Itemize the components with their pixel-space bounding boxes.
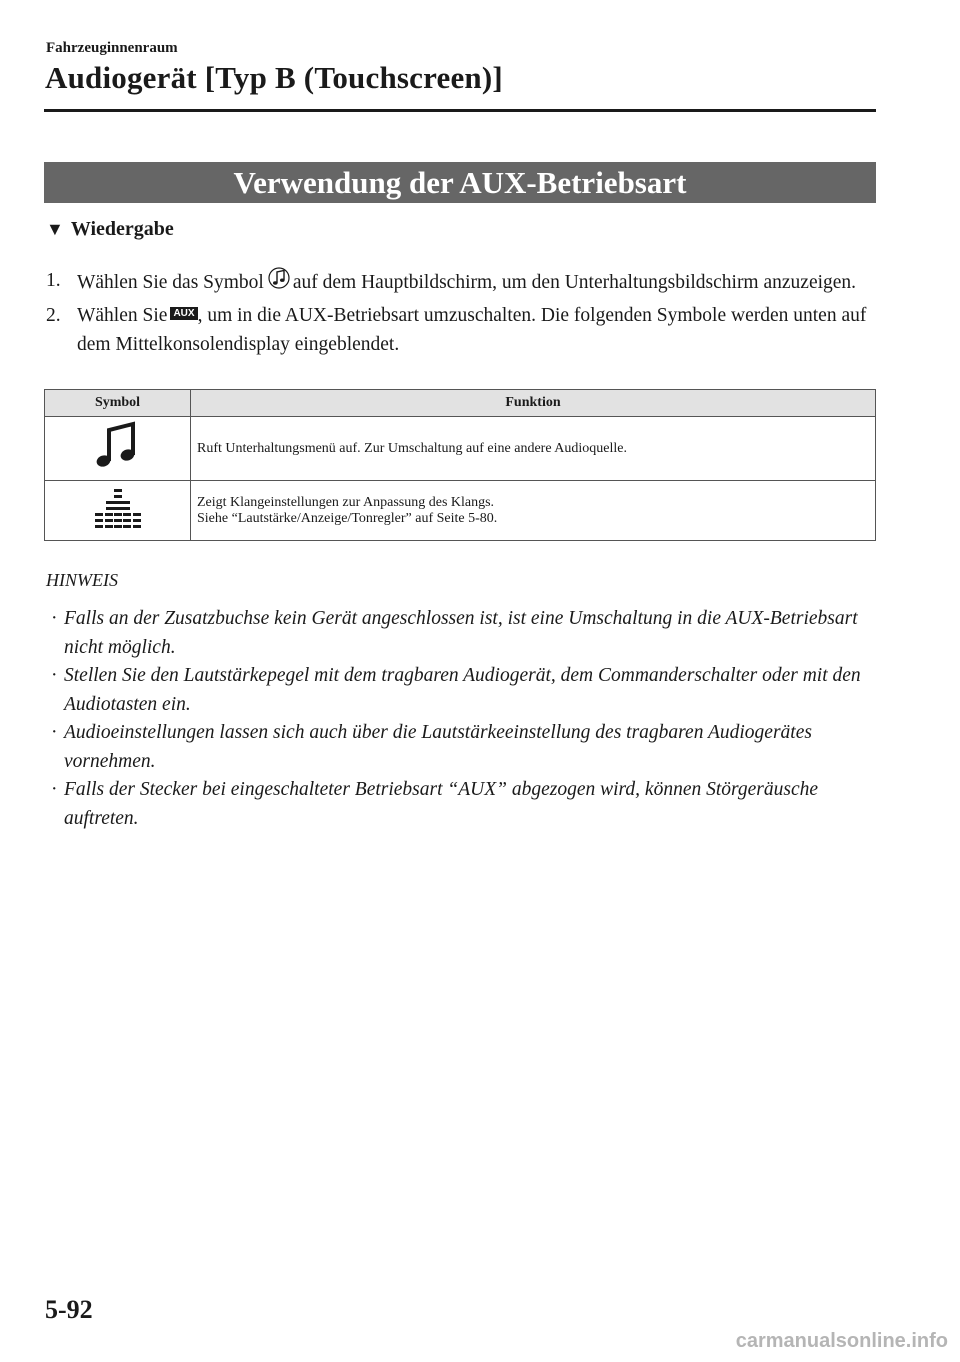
step-text-after: auf dem Hauptbildschirm, um den Unterhaltungsbildschirm anzuzeigen.: [292, 272, 857, 293]
music-note-icon: [268, 266, 290, 301]
header-symbol: Symbol: [45, 390, 191, 417]
note-item: [46, 662, 876, 719]
aux-badge: AUX: [170, 307, 197, 320]
table-header-row: [45, 390, 876, 417]
step-number: 1.: [46, 270, 61, 291]
steps-list: [46, 266, 876, 359]
watermark: carmanualsonline.info: [735, 1330, 948, 1352]
step-text-before: Wählen Sie das Symbol: [77, 272, 264, 293]
section-label: Fahrzeuginnenraum: [46, 40, 178, 56]
note-text: Audioeinstellungen lassen sich auch über die Lautstärkeeinstellung des tragbaren Audiogerätes vornehmen.: [64, 722, 812, 772]
symbol-cell: [45, 481, 191, 541]
subheading-text: Wiedergabe: [70, 218, 174, 240]
step-text-after: , um in die AUX-Betriebsart umzuschalten. Die folgenden Symbole werden unten auf dem Mittelkonsolendisplay eingeblendet.: [77, 305, 867, 355]
table-row: [45, 481, 876, 541]
note-list: [46, 605, 876, 833]
function-text: Zeigt Klangeinstellungen zur Anpassung des Klangs.: [197, 494, 495, 510]
page-number: 5-92: [45, 1295, 93, 1324]
symbol-cell: [45, 417, 191, 481]
bullet-icon: ·: [51, 608, 58, 629]
header-funktion: Funktion: [191, 390, 876, 417]
page-title: Audiogerät [Typ B (Touchscreen)]: [45, 60, 503, 95]
subheading: [46, 218, 174, 241]
bullet-icon: ·: [51, 779, 58, 800]
title-rule: [44, 109, 876, 112]
note-item: [46, 719, 876, 776]
step-number: 2.: [46, 305, 61, 326]
note-item: [46, 776, 876, 833]
note-text: Falls an der Zusatzbuchse kein Gerät angeschlossen ist, ist eine Umschaltung in die AUX-Betriebsart nicht möglich.: [64, 608, 858, 658]
function-cell: [191, 417, 876, 481]
section-banner: Verwendung der AUX-Betriebsart: [44, 162, 876, 203]
function-cell: [191, 481, 876, 541]
step-item: [46, 266, 876, 301]
note-item: [46, 605, 876, 662]
bullet-icon: ·: [51, 665, 58, 686]
symbol-table: [44, 389, 876, 541]
note-text: Falls der Stecker bei eingeschalteter Betriebsart “AUX” abgezogen wird, können Störgeräusche auftreten.: [64, 779, 819, 829]
function-text: Siehe “Lautstärke/Anzeige/Tonregler” auf Seite 5-80.: [197, 510, 498, 526]
music-note-icon: [93, 461, 143, 476]
note-title: HINWEIS: [46, 570, 118, 590]
step-item: [46, 301, 876, 359]
triangle-down-icon: ▼: [46, 219, 64, 239]
table-row: [45, 417, 876, 481]
bullet-icon: ·: [51, 722, 58, 743]
equalizer-icon: [90, 519, 146, 534]
step-text-before: Wählen Sie: [77, 305, 168, 326]
note-text: Stellen Sie den Lautstärkepegel mit dem tragbaren Audiogerät, dem Commanderschalter oder mit den Audiotasten ein.: [64, 665, 861, 715]
function-text: Ruft Unterhaltungsmenü auf. Zur Umschaltung auf eine andere Audioquelle.: [197, 440, 627, 456]
